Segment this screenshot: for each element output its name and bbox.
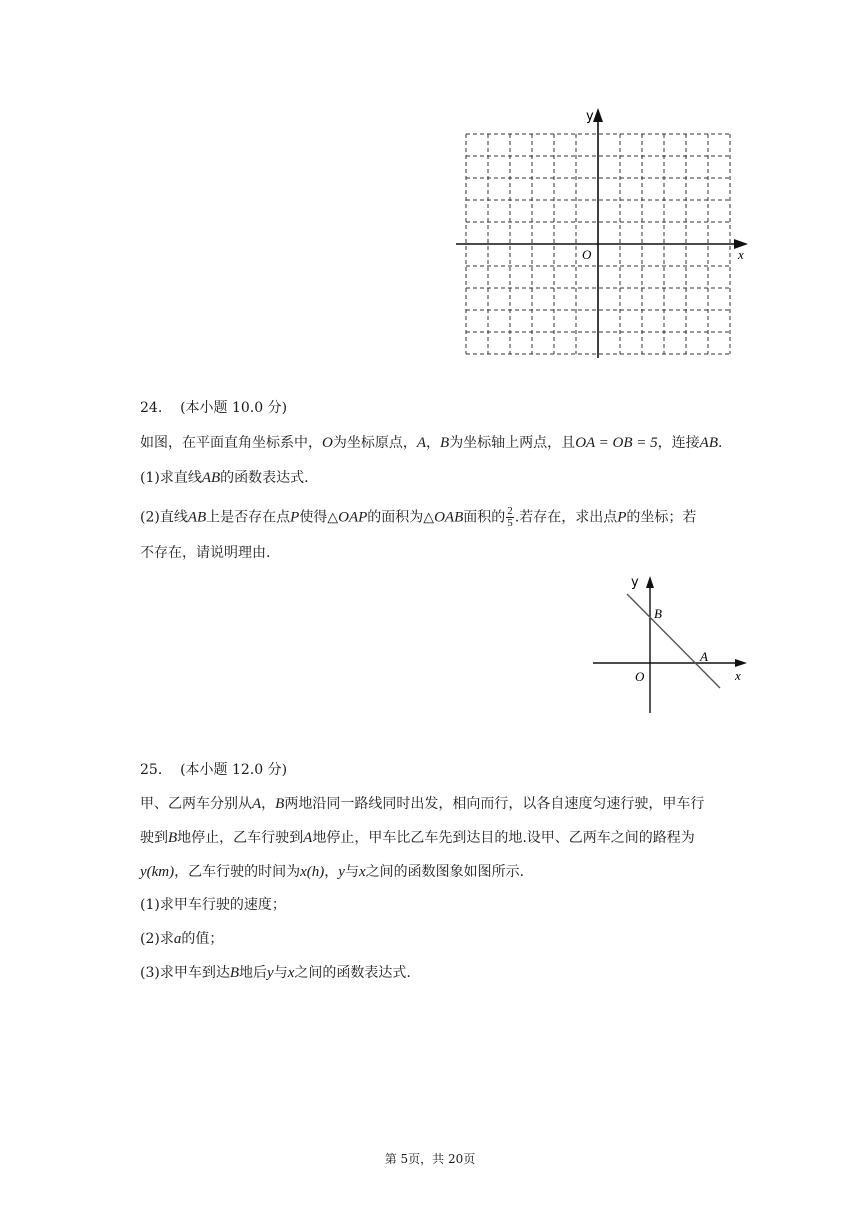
text: 地停止，甲车比乙车先到达目的地.设甲、乙两车之间的路程为 (312, 830, 695, 846)
q24-number: 24. (140, 400, 163, 416)
page-footer: 第 5页，共 20页 (384, 1152, 476, 1166)
q25-part1: (1)求甲车行驶的速度； (140, 897, 286, 913)
text: 甲、乙两车分别从 (140, 796, 252, 812)
var-A: A (416, 435, 427, 451)
var-AB: AB (201, 470, 221, 486)
var-P: P (617, 509, 627, 526)
origin-label: O (582, 247, 592, 262)
fraction-denominator: 5 (507, 517, 513, 529)
text: .若存在，求出点 (514, 509, 618, 526)
var-x: x (287, 965, 295, 981)
var-B: B (440, 435, 450, 451)
y-axis-arrow (593, 108, 603, 122)
point-A-label: A (700, 649, 708, 664)
y-axis-arrow (646, 576, 654, 588)
var-x-h: x(h) (300, 864, 325, 880)
var-x: x (358, 864, 366, 880)
text: 使得△ (299, 509, 339, 526)
equation: OA = OB = 5 (575, 435, 658, 451)
var-a: a (173, 931, 182, 947)
q24-part2-line2: 不存在，请说明理由. (140, 545, 271, 561)
var-y: y (338, 864, 345, 880)
text: 地后 (239, 965, 268, 981)
y-axis-label: y (631, 575, 639, 590)
q25-header (140, 760, 287, 780)
var-B: B (229, 965, 240, 981)
text: (1)求直线 (140, 470, 202, 486)
var-y-km: y(km) (140, 864, 175, 880)
text: 之间的函数表达式. (294, 965, 411, 981)
text: 为坐标原点， (332, 435, 417, 451)
text: ，连接 (657, 435, 700, 451)
q24-points: (本小题 10.0 分) (180, 400, 288, 416)
q25-points: (本小题 12.0 分) (180, 762, 288, 778)
var-O: O (322, 435, 333, 451)
var-AB: AB (699, 435, 718, 451)
var-P: P (290, 509, 300, 526)
text: (3)求甲车到达 (140, 965, 230, 981)
x-axis-label: x (738, 247, 744, 262)
text: 如图，在平面直角坐标系中， (140, 435, 322, 451)
q25-part2 (140, 929, 223, 949)
text: (2)直线 (140, 509, 188, 526)
q24-part1 (140, 468, 309, 488)
text: . (717, 435, 723, 451)
text: 的函数表达式. (220, 470, 309, 486)
var-B: B (168, 830, 178, 846)
text: 的坐标；若 (626, 509, 697, 526)
q24-header (140, 398, 287, 418)
text: ， (261, 796, 276, 812)
text: ， (426, 435, 441, 451)
text: 与 (344, 864, 359, 880)
var-A: A (303, 830, 313, 846)
q24-part2 (140, 506, 696, 529)
var-A: A (252, 796, 262, 812)
text: 与 (273, 965, 288, 981)
text: 之间的函数图象如图所示. (365, 864, 525, 880)
y-axis-label: y (586, 109, 594, 124)
text: 两地沿同一路线同时出发，相向而行，以各自速度匀速行驶，甲车行 (284, 796, 705, 812)
x-axis-arrow (735, 659, 747, 667)
text: 地停止，乙车行驶到 (177, 830, 304, 846)
text: 为坐标轴上两点，且 (449, 435, 576, 451)
var-OAB: OAB (434, 509, 464, 526)
q25-line3 (140, 862, 524, 882)
q25-line1 (140, 794, 704, 814)
fraction (506, 506, 514, 529)
var-y: y (267, 965, 274, 981)
origin-label: O (635, 669, 645, 684)
q25-line2 (140, 828, 695, 848)
q25-part3 (140, 963, 411, 983)
x-axis-label: x (735, 668, 741, 683)
var-OAP: OAP (338, 509, 368, 526)
text: (2)求 (140, 931, 174, 947)
text: ，乙车行驶的时间为 (174, 864, 301, 880)
var-B: B (275, 796, 285, 812)
fraction-numerator: 2 (507, 505, 513, 517)
text: 上是否存在点 (206, 509, 291, 526)
text: 的值； (181, 931, 224, 947)
var-AB: AB (187, 509, 207, 526)
text: 面积的 (463, 509, 506, 526)
grid-coordinate-figure (440, 100, 760, 370)
q25-number: 25. (140, 762, 163, 778)
text: 的面积为△ (367, 509, 435, 526)
text: 驶到 (140, 830, 168, 846)
q24-intro (140, 433, 722, 453)
point-B-label: B (654, 606, 662, 621)
text: ， (324, 864, 339, 880)
q24-line-figure (585, 568, 760, 718)
